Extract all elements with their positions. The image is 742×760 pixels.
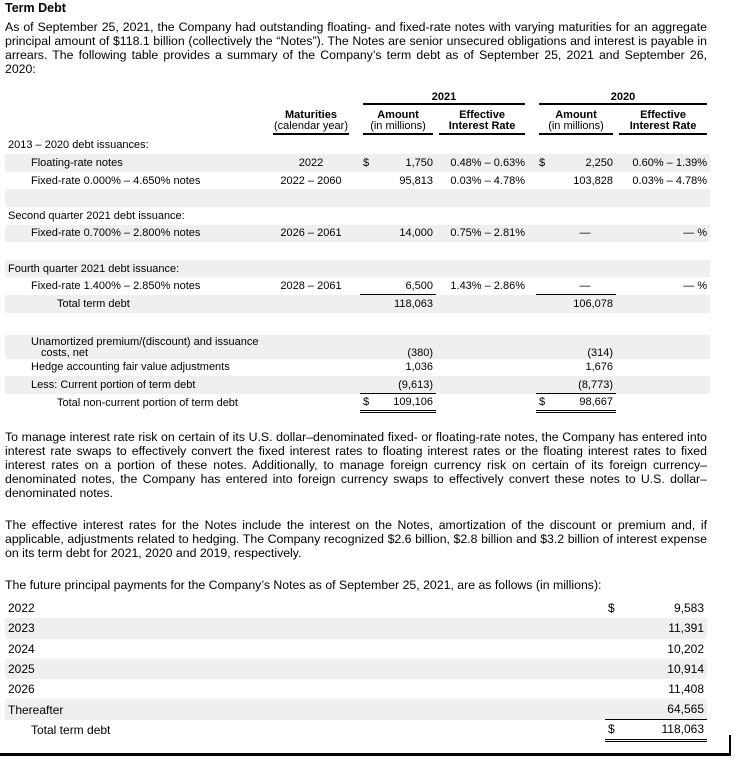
year-label: 2022: [8, 601, 35, 616]
payment-value: 11,408: [668, 682, 704, 697]
term-debt-table: [5, 89, 710, 413]
rate-2021-header: Effective Interest Rate: [436, 107, 528, 137]
table-row: [5, 699, 707, 719]
year-label: 2025: [5, 659, 605, 679]
total-row: Total non-current portion of term debt $ 109,106 $ 98,667: [5, 394, 710, 412]
payment-value: 11,391: [625, 618, 707, 638]
table-row: Floating-rate notes 2022 $ 1,750 0.48% – 0.63% $ 2,250 0.60% – 1.39%: [5, 154, 710, 172]
dollar-sign: [605, 618, 625, 638]
table-row: [5, 598, 707, 618]
payment-value: 10,914: [625, 659, 707, 679]
amount-2021-header: Amount (in millions): [360, 107, 436, 137]
table-row: [5, 659, 707, 679]
table-row: Hedge accounting fair value adjustments 1,036 1,676: [31, 361, 614, 374]
payment-value: 10,202: [667, 641, 704, 656]
table-row: Fixed-rate 0.700% – 2.800% notes 2026 – 2061 14,000 0.75% – 2.81% — — %: [5, 225, 710, 243]
total-row: Total term debt 118,063 106,078: [5, 295, 710, 313]
year-label: 2024: [8, 641, 35, 656]
section-title: Term Debt: [5, 1, 66, 15]
year-label: 2023: [5, 618, 605, 638]
table-row: Unamortized premium/(discount) and issuance costs, net (380) (314): [5, 335, 710, 359]
total-row: Total term debt $ 118,063: [5, 720, 707, 740]
future-payments-table: [5, 598, 707, 742]
section-label: 2013 – 2020 debt issuances:: [8, 139, 149, 152]
payment-value: 64,565: [625, 699, 707, 719]
dollar-sign: $: [608, 601, 615, 616]
page-border: [0, 753, 731, 756]
payment-value: 9,583: [673, 601, 704, 616]
table-row: [5, 639, 707, 659]
maturities-header: Maturities (calendar year): [270, 107, 352, 137]
year-2021: 2021: [363, 91, 525, 105]
year-label: 2026: [8, 682, 35, 697]
table-row: Less: Current portion of term debt (9,613) (8,773): [5, 376, 710, 394]
table-row: [5, 618, 707, 638]
section-label: Fourth quarter 2021 debt issuance:: [5, 260, 710, 278]
hedging-paragraph: To manage interest rate risk on certain of its U.S. dollar–denominated fixed- or floating-rate notes, the Company has entered into interest rate swaps to effectively convert the fixed interest rates to floating interest rates or the floating interest rates to fixed interest rates on a portion of these notes. Additionally, to manage foreign currency risk on certain of its foreign currency–denominated notes, the Company has entered into foreign currency swaps to effectively convert these notes to U.S. dollar–denominated notes.: [5, 430, 707, 500]
section-label: Second quarter 2021 debt issuance:: [8, 209, 185, 222]
table-row: [5, 679, 707, 699]
interest-paragraph: The effective interest rates for the Notes include the interest on the Notes, amortization of the discount or premium and, if applicable, adjustments related to hedging. The Company recognized $2.6 billion, $2.8 billion and $3.2 billion of interest expense on its term debt for 2021, 2020 and 2019, respectively.: [5, 518, 707, 560]
page-border-edge: [729, 735, 731, 755]
table-row: Fixed-rate 1.400% – 2.850% notes 2028 – 2061 6,500 1.43% – 2.86% — — %: [5, 277, 710, 295]
year-2020: 2020: [539, 91, 707, 105]
intro-paragraph: As of September 25, 2021, the Company had outstanding floating- and fixed-rate notes with varying maturities for an aggregate principal amount of $118.1 billion (collectively the “Notes”). The Notes are senior unsecured obligations and interest is payable in arrears. The following table provides a summary of the Company’s term debt as of September 25, 2021 and September 26, 2020:: [5, 20, 707, 76]
payments-intro: The future principal payments for the Company’s Notes as of September 25, 2021, are as follows (in millions):: [5, 578, 602, 592]
dollar-sign: [605, 659, 625, 679]
amount-2020-header: Amount (in millions): [536, 107, 616, 137]
dollar-sign: [605, 699, 625, 719]
dollar-sign: [605, 679, 625, 699]
table-row: Fixed-rate 0.000% – 4.650% notes 2022 – 2060 95,813 0.03% – 4.78% 103,828 0.03% – 4.78%: [31, 174, 708, 187]
year-label: Thereafter: [5, 699, 605, 719]
rate-2020-header: Effective Interest Rate: [616, 107, 710, 137]
dollar-sign: [605, 639, 625, 659]
